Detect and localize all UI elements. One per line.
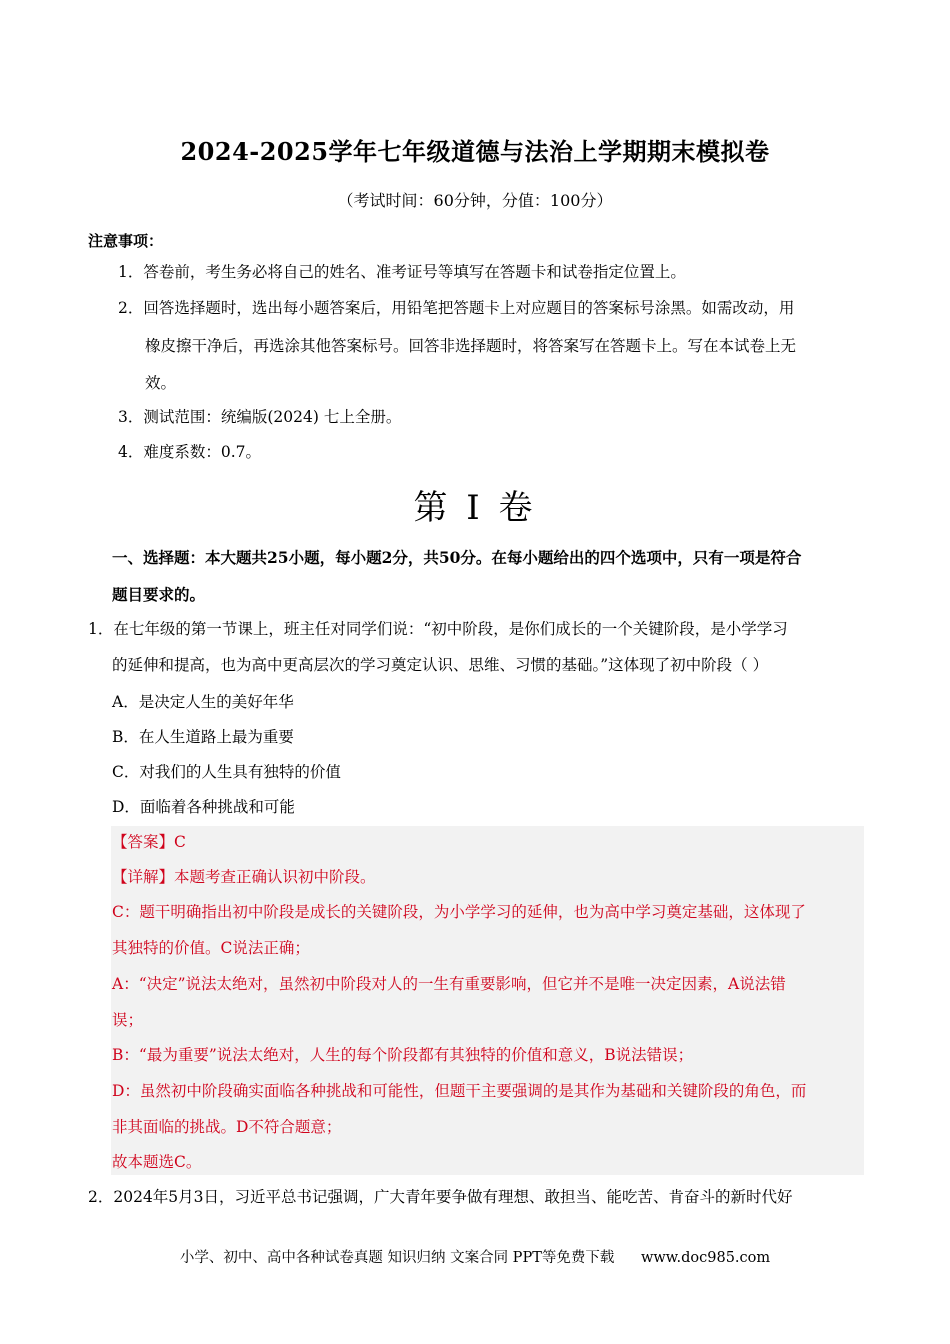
option-b: B．在人生道路上最为重要 [112, 728, 294, 746]
page-footer [0, 1246, 950, 1267]
answer-line: 故本题选C。 [112, 1153, 202, 1171]
section-heading-cont: 题目要求的。 [112, 585, 206, 604]
question-2-stem: 2．2024年5月3日，习近平总书记强调，广大青年要争做有理想、敢担当、能吃苦、肯奋斗的新时代好 [88, 1188, 793, 1206]
option-a: A．是决定人生的美好年华 [112, 693, 294, 711]
option-c: C．对我们的人生具有独特的价值 [112, 763, 341, 781]
answer-line: C：题干明确指出初中阶段是成长的关键阶段，为小学学习的延伸，也为高中学习奠定基础，这体现了 [112, 903, 806, 921]
question-1-stem-cont: 的延伸和提高，也为高中更高层次的学习奠定认识、思维、习惯的基础。”这体现了初中阶段（ ） [112, 656, 769, 674]
notice-item: 1．答卷前，考生务必将自己的姓名、准考证号等填写在答题卡和试卷指定位置上。 [118, 263, 686, 281]
answer-line: D：虽然初中阶段确实面临各种挑战和可能性，但题干主要强调的是其作为基础和关键阶段的角色，而 [112, 1082, 807, 1100]
section-heading: 一、选择题：本大题共25小题，每小题2分，共50分。在每小题给出的四个选项中，只有一项是符合 [112, 548, 802, 567]
notice-item: 橡皮擦干净后，再选涂其他答案标号。回答非选择题时，将答案写在答题卡上。写在本试卷上无 [145, 337, 797, 355]
answer-line: 【答案】C [112, 833, 186, 851]
answer-line: A：“决定”说法太绝对，虽然初中阶段对人的一生有重要影响，但它并不是唯一决定因素，A说法错 [112, 975, 786, 993]
answer-line: 非其面临的挑战。D不符合题意； [112, 1118, 342, 1136]
question-1-stem: 1．在七年级的第一节课上，班主任对同学们说：“初中阶段，是你们成长的一个关键阶段，是小学学习 [88, 620, 788, 638]
volume-title: 第 I 卷 [413, 488, 537, 528]
notice-heading: 注意事项： [88, 232, 164, 250]
exam-subtitle: （考试时间：60分钟，分值：100分） [337, 191, 613, 210]
answer-line: 其独特的价值。C说法正确； [112, 939, 310, 957]
footer-site-link[interactable]: www.doc985.com [640, 1250, 771, 1266]
option-d: D．面临着各种挑战和可能 [112, 798, 295, 816]
answer-line: 【详解】本题考查正确认识初中阶段。 [112, 868, 376, 886]
notice-item: 3．测试范围：统编版(2024) 七上全册。 [118, 408, 402, 426]
footer-text: 小学、初中、高中各种试卷真题 知识归纳 文案合同 PPT等免费下载 [179, 1250, 615, 1266]
answer-line: 误； [112, 1011, 144, 1029]
notice-item: 4．难度系数：0.7。 [118, 443, 262, 461]
exam-title: 2024-2025学年七年级道德与法治上学期期末模拟卷 [180, 137, 770, 166]
notice-item: 2．回答选择题时，选出每小题答案后，用铅笔把答题卡上对应题目的答案标号涂黑。如需改动，用 [118, 299, 795, 317]
notice-item: 效。 [145, 374, 177, 392]
answer-line: B：“最为重要”说法太绝对，人生的每个阶段都有其独特的价值和意义，B说法错误； [112, 1046, 694, 1064]
